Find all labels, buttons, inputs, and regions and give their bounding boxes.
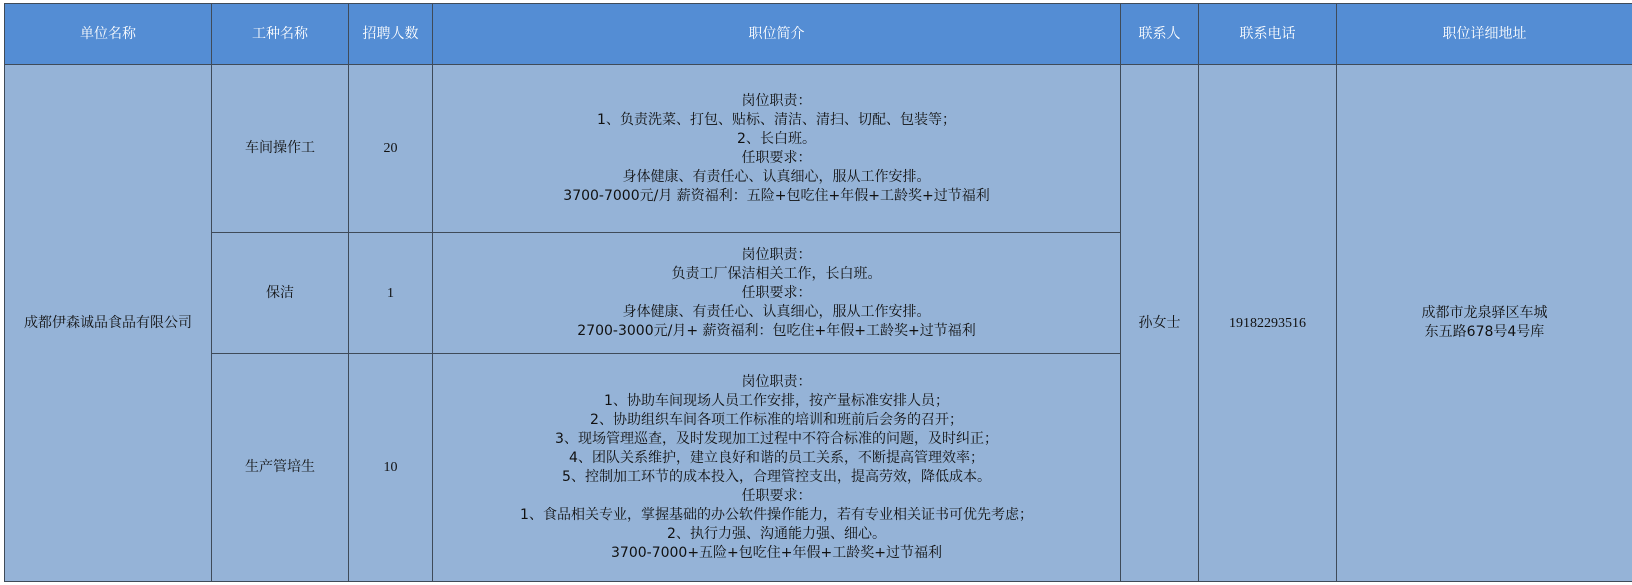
description-cell[interactable]: 岗位职责： 1、负责洗菜、打包、贴标、清洁、清扫、切配、包装等； 2、长白班。 任职要求： 身体健康、有责任心、认真细心，服从工作安排。 3700-7000元/月 薪资福利：五险+包吃住+年假+工龄奖+过节福利 — [433, 65, 1121, 233]
header-phone[interactable]: 联系电话 — [1199, 4, 1337, 65]
job-listing-table — [4, 3, 1632, 582]
job-title-cell[interactable]: 车间操作工 — [212, 65, 349, 233]
header-contact[interactable]: 联系人 — [1121, 4, 1199, 65]
header-job-title[interactable]: 工种名称 — [212, 4, 349, 65]
description-cell[interactable]: 岗位职责： 负责工厂保洁相关工作，长白班。 任职要求： 身体健康、有责任心、认真细心，服从工作安排。 2700-3000元/月+ 薪资福利：包吃住+年假+工龄奖+过节福利 — [433, 233, 1121, 354]
contact-cell[interactable]: 孙女士 — [1121, 65, 1199, 582]
header-row — [5, 4, 1632, 65]
header-address[interactable]: 职位详细地址 — [1337, 4, 1632, 65]
header-company[interactable]: 单位名称 — [5, 4, 212, 65]
phone-cell[interactable]: 19182293516 — [1199, 65, 1337, 582]
address-cell[interactable]: 成都市龙泉驿区车城 东五路678号4号库 — [1337, 65, 1632, 582]
headcount-cell[interactable]: 1 — [349, 233, 433, 354]
description-cell[interactable]: 岗位职责： 1、协助车间现场人员工作安排，按产量标准安排人员； 2、协助组织车间各项工作标准的培训和班前后会务的召开； 3、现场管理巡查，及时发现加工过程中不符合标准的问题，及时纠正； 4、团队关系维护，建立良好和谐的员工关系，不断提高管理效率； 5、控制加工环节的成本投入，合理管控支出，提高劳效，降低成本。 任职要求： 1、食品相关专业，掌握基础的办公软件操作能力，若有专业相关证书可优先考虑； 2、执行力强、沟通能力强、细心。 3700-7000+五险+包吃住+年假+工龄奖+过节福利 — [433, 354, 1121, 582]
header-description[interactable]: 职位简介 — [433, 4, 1121, 65]
table-row — [5, 65, 1632, 233]
company-cell[interactable]: 成都伊森诚品食品有限公司 — [5, 65, 212, 582]
header-headcount[interactable]: 招聘人数 — [349, 4, 433, 65]
job-title-cell[interactable]: 保洁 — [212, 233, 349, 354]
headcount-cell[interactable]: 10 — [349, 354, 433, 582]
headcount-cell[interactable]: 20 — [349, 65, 433, 233]
job-title-cell[interactable]: 生产管培生 — [212, 354, 349, 582]
